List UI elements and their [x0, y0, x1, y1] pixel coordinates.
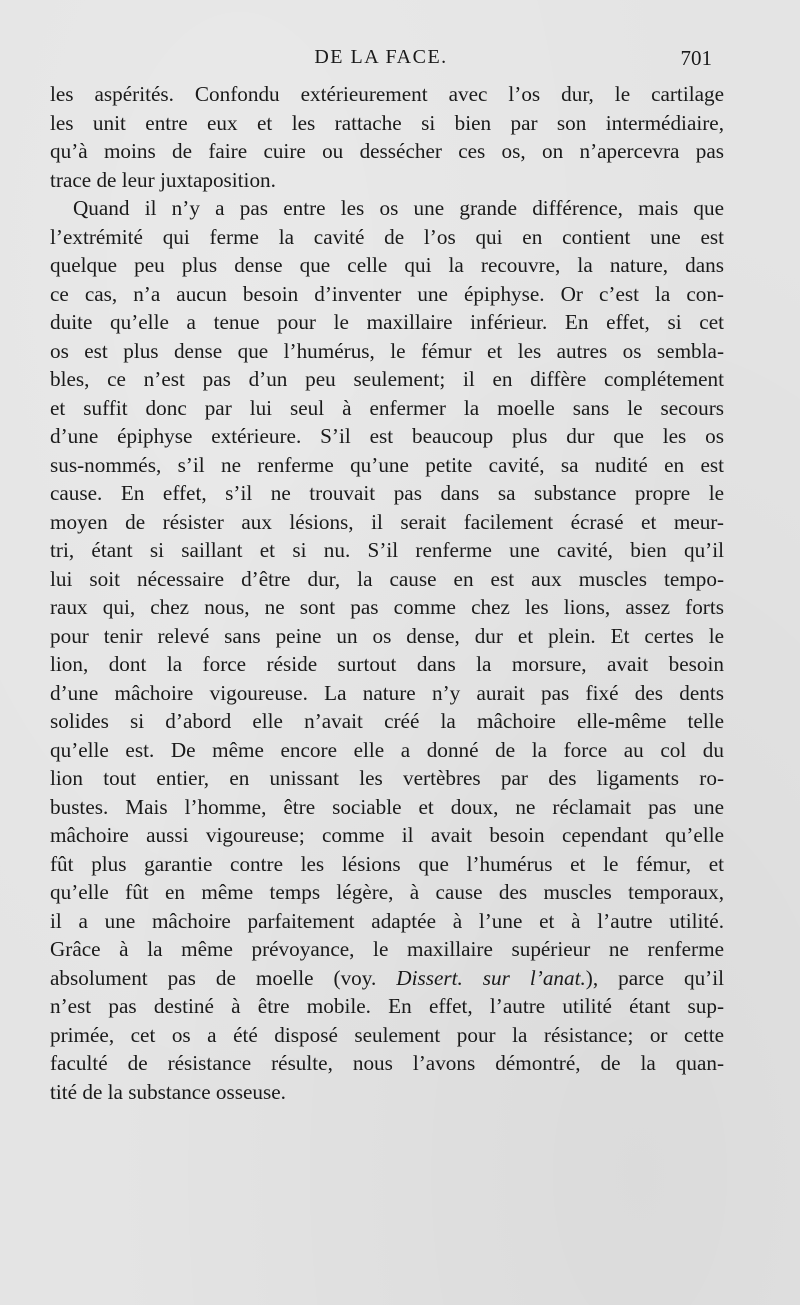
- text-line: ce cas, n’a aucun besoin d’inventer une épiphyse. Or c’est la con-: [50, 281, 724, 306]
- text-line: n’est pas destiné à être mobile. En effet, l’autre utilité étant sup-: [50, 994, 724, 1018]
- text-line: primée, cet os a été disposé seulement pour la résistance; or cette: [50, 1022, 724, 1047]
- text-line: il a une mâchoire parfaitement adaptée à l’une et à l’autre utilité.: [50, 908, 724, 933]
- text-line: faculté de résistance résulte, nous l’avons démontré, de la quan-: [50, 1051, 724, 1075]
- text-line: fût plus garantie contre les lésions que l’humérus et le fémur, et: [50, 851, 724, 876]
- text-line: qu’à moins de faire cuire ou dessécher ces os, on n’apercevra pas: [50, 139, 724, 163]
- text-line: tité de la substance osseuse.: [50, 1079, 286, 1104]
- text-line: lion tout entier, en unissant les vertèbres par des ligaments ro-: [50, 766, 724, 790]
- citation-post-text: ), parce qu’il: [585, 965, 724, 990]
- text-line: et suffit donc par lui seul à enfermer la moelle sans le secours: [50, 395, 724, 420]
- paragraph-start-line: Quand il n’y a pas entre les os une grande différence, mais que: [73, 196, 724, 220]
- text-line: quelque peu plus dense que celle qui la recouvre, la nature, dans: [50, 253, 724, 277]
- text-line: lui soit nécessaire d’être dur, la cause en est aux muscles tempo-: [50, 566, 724, 591]
- text-line: trace de leur juxtaposition.: [50, 167, 276, 192]
- text-line: duite qu’elle a tenue pour le maxillaire inférieur. En effet, si cet: [50, 310, 724, 334]
- text-line: bles, ce n’est pas d’un peu seulement; il en diffère complétement: [50, 367, 724, 391]
- text-line-with-citation: [50, 964, 724, 993]
- text-line: qu’elle fût en même temps légère, à cause des muscles temporaux,: [50, 880, 724, 904]
- page-number: 701: [680, 46, 712, 70]
- running-head: [50, 44, 712, 74]
- text-line: cause. En effet, s’il ne trouvait pas dans sa substance propre le: [50, 481, 724, 505]
- text-line: os est plus dense que l’humérus, le fémur et les autres os sembla-: [50, 338, 724, 363]
- text-line: mâchoire aussi vigoureuse; comme il avait besoin cependant qu’elle: [50, 823, 724, 847]
- text-line: les aspérités. Confondu extérieurement avec l’os dur, le cartilage: [50, 82, 724, 106]
- text-line: solides si d’abord elle n’avait créé la mâchoire elle-même telle: [50, 709, 724, 733]
- text-line: raux qui, chez nous, ne sont pas comme chez les lions, assez forts: [50, 595, 724, 619]
- text-line: d’une mâchoire vigoureuse. La nature n’y aurait pas fixé des dents: [50, 680, 724, 705]
- text-line: lion, dont la force réside surtout dans la morsure, avait besoin: [50, 652, 724, 676]
- text-line: bustes. Mais l’homme, être sociable et doux, ne réclamait pas une: [50, 794, 724, 819]
- citation-title: Dissert. sur l’anat.: [396, 965, 586, 990]
- text-line: les unit entre eux et les rattache si bien par son intermédiaire,: [50, 110, 724, 135]
- text-line: tri, étant si saillant et si nu. S’il renferme une cavité, bien qu’il: [50, 538, 724, 562]
- text-line: pour tenir relevé sans peine un os dense, dur et plein. Et certes le: [50, 623, 724, 648]
- text-line: Grâce à la même prévoyance, le maxillaire supérieur ne renferme: [50, 937, 724, 961]
- running-title: DE LA FACE.: [314, 46, 448, 68]
- text-line: d’une épiphyse extérieure. S’il est beaucoup plus dur que les os: [50, 424, 724, 448]
- citation-pre-text: absolument pas de moelle (voy.: [50, 965, 397, 990]
- body-text: [50, 80, 724, 1106]
- text-line: moyen de résister aux lésions, il serait facilement écrasé et meur-: [50, 509, 724, 534]
- text-line: qu’elle est. De même encore elle a donné de la force au col du: [50, 737, 724, 762]
- text-line: sus-nommés, s’il ne renferme qu’une petite cavité, sa nudité en est: [50, 452, 724, 477]
- text-line: l’extrémité qui ferme la cavité de l’os qui en contient une est: [50, 224, 724, 249]
